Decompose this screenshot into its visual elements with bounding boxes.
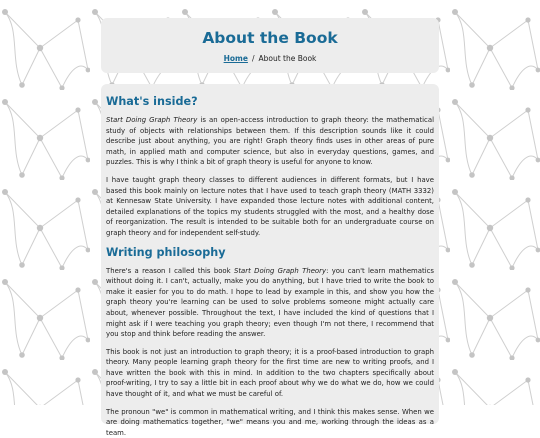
paragraph-text: This book is not just an introduction to graph theory; it is a proof-based introduction to graph theory. Many people learning graph theory for the first time are new to writing proofs, and I have written the book with this in mind. In addition to the two chapters specifically about proof-writing, I try to say a little bit in each proof about why we do what we do, how we could have thought of it, and what we must be careful of. [106,347,434,399]
breadcrumb [101,54,439,64]
paragraph-text: is an open-access introduction to graph theory: the mathematical study of objects with relationships between them. If this description sounds like it could describe just about anything, you are right! Graph theory finds uses in other areas of pure math, in applied math and computer science, but also in everyday questions, games, and puzzles. This is why I think a bit of graph theory is useful for anyone to know. [106,116,434,167]
content-card [101,84,439,437]
section-heading-writing-philosophy: Writing philosophy [106,245,226,259]
section-heading-whats-inside: What's inside? [106,95,198,108]
paragraph [106,347,434,400]
paragraph-text: There's a reason I called this book [106,266,234,275]
breadcrumb-separator: / [251,54,255,63]
paragraph [106,407,434,438]
page-title: About the Book [202,29,338,47]
paragraph [106,266,434,340]
breadcrumb-current: About the Book [258,54,317,63]
paragraph [106,175,434,239]
book-title-emphasis: Start Doing Graph Theory [106,116,198,124]
paragraph-text: I have taught graph theory classes to different audiences in different formats, but I have based this book mainly on lecture notes that I have used to teach graph theory (MATH 3332) at Kennesaw State University. I have expanded those lecture notes with additional content, detailed explanations of the topics my students struggled with the most, and a healthy dose of reorganization. The result is intended to be suitable both for an undergraduate course on graph theory and for independent self-study. [106,175,434,237]
paragraph-text: The pronoun "we" is common in mathematical writing, and I think this makes sense. When we are doing mathematics together, "we" means you and me, working through the ideas as a team. [106,407,434,437]
breadcrumb-home-link[interactable]: Home [223,54,248,63]
book-title-emphasis: Start Doing Graph Theory [233,266,327,275]
paragraph [106,115,434,168]
paragraph-text: : you can't learn mathematics without doing it. I can't, actually, make you do anything, but I have tried to write the book to make it easier for you to do math. I hope to lead by example in this, and show you how the graph theory you're learning can be used to solve problems someone might actually care about, whenever possible. Throughout the text, I have included the kind of questions that I might ask if I were teaching you graph theory; even though I'm not there, I recommend that you stop and think before reading the answer. [106,266,434,339]
header-card [101,18,439,73]
